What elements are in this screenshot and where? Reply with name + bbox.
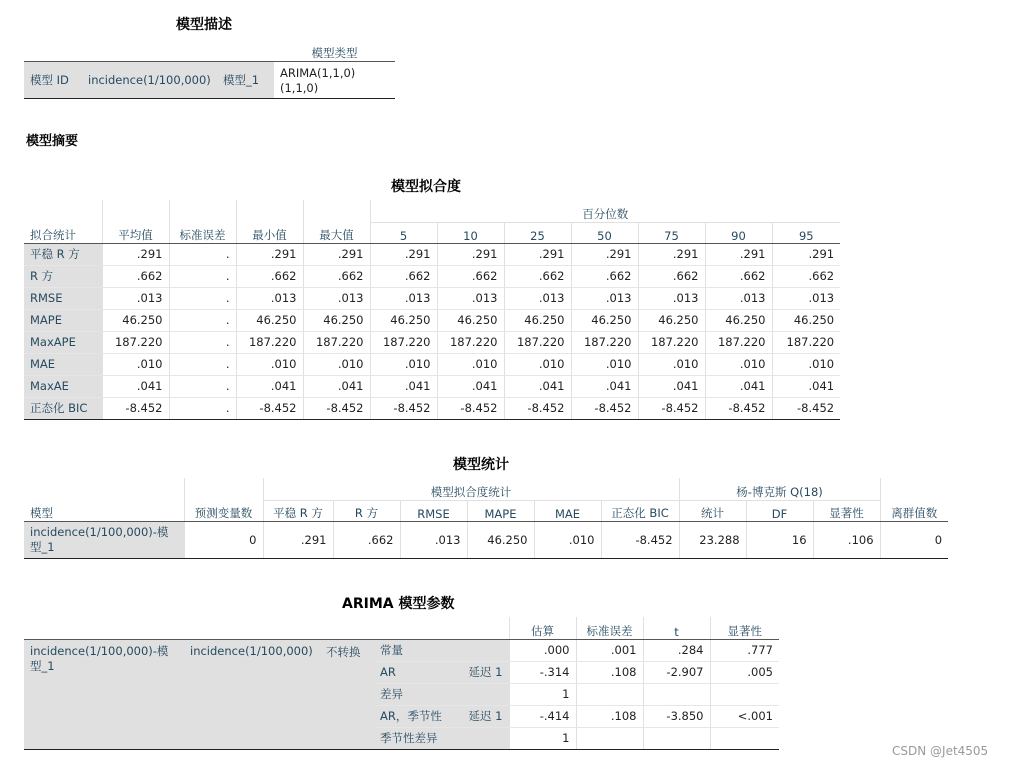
fit-table-row [24,397,840,419]
fit-cell: .041 [437,375,504,397]
fit-cell: 46.250 [437,309,504,331]
fit-cell: .010 [236,353,303,375]
fit-column-header: 5 [370,222,437,243]
arima-table-row [24,639,779,661]
fit-cell: .041 [638,375,705,397]
fit-cell: .662 [772,265,840,287]
model-type-value: ARIMA(1,1,0) (1,1,0) [274,61,395,98]
fit-column-header: 50 [571,222,638,243]
stats-column-header: DF [746,500,813,521]
fit-cell: .291 [772,243,840,265]
fit-cell: .662 [236,265,303,287]
fit-row-label: R 方 [24,265,102,287]
fit-cell: .662 [102,265,169,287]
fit-cell: . [169,331,236,353]
fit-table-row [24,331,840,353]
fit-cell: 187.220 [303,331,370,353]
fit-cell: .291 [102,243,169,265]
fit-table-row [24,287,840,309]
fit-column-header: 75 [638,222,705,243]
fit-cell: 187.220 [638,331,705,353]
fit-cell: .010 [638,353,705,375]
model-summary-title: 模型摘要 [26,134,79,149]
fit-cell: .013 [236,287,303,309]
arima-params-title: ARIMA 模型参数 [342,596,455,612]
arima-column-header: 估算 [509,617,576,639]
fit-cell: . [169,375,236,397]
fit-row-label: MaxAE [24,375,102,397]
fit-cell: .291 [705,243,772,265]
fit-cell: . [169,309,236,331]
percentile-header: 百分位数 [370,200,840,222]
model-name: 模型_1 [217,61,274,98]
arima-term-label: AR，季节性 [374,705,456,727]
fit-cell: -8.452 [638,397,705,419]
fit-cell: .662 [303,265,370,287]
arima-series-label: incidence(1/100,000) [184,639,320,749]
fit-cell: .041 [236,375,303,397]
fit-table-row [24,309,840,331]
fit-cell: 187.220 [571,331,638,353]
arima-cell [643,683,710,705]
arima-params-table [24,617,779,750]
fit-cell: .010 [571,353,638,375]
fit-cell: .013 [772,287,840,309]
fit-cell: .662 [705,265,772,287]
fit-cell: .662 [437,265,504,287]
model-stats-title: 模型统计 [453,457,509,473]
stats-column-header: MAE [534,500,601,521]
stats-column-header: 正态化 BIC [601,500,679,521]
stats-column-header: 预测变量数 [184,500,263,521]
model-description-title: 模型描述 [176,17,232,33]
fit-row-label: MAPE [24,309,102,331]
fit-cell: 187.220 [772,331,840,353]
fit-cell: .041 [571,375,638,397]
fit-column-header: 95 [772,222,840,243]
fit-cell: . [169,353,236,375]
model-type-header: 模型类型 [274,40,395,61]
stats-cell: 0 [880,521,948,558]
arima-cell: .000 [509,639,576,661]
fit-table-row [24,243,840,265]
model-fit-title: 模型拟合度 [391,179,461,195]
fit-cell: 187.220 [705,331,772,353]
fit-cell: .291 [236,243,303,265]
fit-stats-group-header: 模型拟合度统计 [263,478,679,500]
fit-cell: 46.250 [303,309,370,331]
fit-cell: .291 [504,243,571,265]
arima-lag-label [456,727,509,749]
fit-cell: -8.452 [102,397,169,419]
fit-cell: .291 [437,243,504,265]
model-stats-table [24,478,948,559]
fit-cell: .041 [504,375,571,397]
arima-cell: -.414 [509,705,576,727]
arima-cell: .001 [576,639,643,661]
fit-cell: 46.250 [772,309,840,331]
model-series-name: incidence(1/100,000) [82,61,217,98]
fit-cell: .013 [571,287,638,309]
arima-term-label: 季节性差异 [374,727,456,749]
stats-model-label: incidence(1/100,000)-模 型_1 [24,521,184,558]
fit-cell: .662 [370,265,437,287]
fit-row-label: 正态化 BIC [24,397,102,419]
fit-cell: .041 [705,375,772,397]
fit-cell: .013 [638,287,705,309]
stats-cell: 23.288 [679,521,746,558]
arima-cell: 1 [509,727,576,749]
fit-cell: -8.452 [571,397,638,419]
fit-cell: . [169,243,236,265]
fit-cell: 46.250 [102,309,169,331]
fit-cell: .010 [102,353,169,375]
arima-cell: .005 [710,661,779,683]
fit-cell: .010 [370,353,437,375]
arima-lag-label: 延迟 1 [456,705,509,727]
fit-table-row [24,375,840,397]
stats-cell: 16 [746,521,813,558]
fit-cell: .010 [303,353,370,375]
arima-cell: .284 [643,639,710,661]
fit-column-header: 最小值 [236,222,303,243]
arima-lag-label [456,639,509,661]
arima-cell: -.314 [509,661,576,683]
arima-cell [710,727,779,749]
stats-column-header: 平稳 R 方 [263,500,333,521]
arima-cell: .777 [710,639,779,661]
stats-cell: .010 [534,521,601,558]
fit-cell: .010 [705,353,772,375]
fit-cell: -8.452 [236,397,303,419]
arima-cell: -2.907 [643,661,710,683]
fit-cell: 187.220 [504,331,571,353]
stats-column-header: 模型 [24,500,184,521]
arima-term-label: 差异 [374,683,456,705]
fit-row-label: 平稳 R 方 [24,243,102,265]
fit-cell: -8.452 [705,397,772,419]
fit-column-header: 90 [705,222,772,243]
fit-cell: 46.250 [705,309,772,331]
fit-cell: .013 [102,287,169,309]
arima-cell: <.001 [710,705,779,727]
arima-term-label: 常量 [374,639,456,661]
fit-cell: .291 [303,243,370,265]
fit-cell: -8.452 [437,397,504,419]
fit-column-header: 标准误差 [169,222,236,243]
fit-column-header: 最大值 [303,222,370,243]
arima-cell: .108 [576,705,643,727]
fit-cell: .291 [638,243,705,265]
fit-cell: .013 [705,287,772,309]
fit-cell: .291 [370,243,437,265]
fit-cell: .010 [504,353,571,375]
fit-cell: .041 [303,375,370,397]
fit-cell: .662 [504,265,571,287]
arima-column-header: 标准误差 [576,617,643,639]
fit-column-header: 25 [504,222,571,243]
arima-cell: 1 [509,683,576,705]
fit-cell: .013 [504,287,571,309]
fit-cell: .291 [571,243,638,265]
stats-column-header: RMSE [400,500,467,521]
stats-cell: .106 [813,521,880,558]
fit-cell: .041 [102,375,169,397]
fit-table-row [24,265,840,287]
fit-cell: 187.220 [370,331,437,353]
model-description-table [24,40,395,99]
arima-cell [576,727,643,749]
stats-column-header: 离群值数 [880,500,948,521]
fit-cell: .010 [437,353,504,375]
fit-row-label: MAE [24,353,102,375]
stats-cell: 46.250 [467,521,534,558]
arima-column-header: 显著性 [710,617,779,639]
stats-column-header: R 方 [333,500,400,521]
fit-cell: 46.250 [236,309,303,331]
fit-cell: -8.452 [504,397,571,419]
fit-cell: 46.250 [571,309,638,331]
fit-column-header: 平均值 [102,222,169,243]
fit-table-row [24,353,840,375]
stats-column-header: 显著性 [813,500,880,521]
arima-transform-label: 不转换 [320,639,374,749]
stats-cell: .291 [263,521,333,558]
stats-cell: -8.452 [601,521,679,558]
watermark: CSDN @Jet4505 [892,744,989,758]
arima-cell [710,683,779,705]
stats-cell: .013 [400,521,467,558]
stats-cell: 0 [184,521,263,558]
fit-cell: .041 [370,375,437,397]
fit-cell: -8.452 [370,397,437,419]
fit-row-label: MaxAPE [24,331,102,353]
arima-lag-label [456,683,509,705]
arima-lag-label: 延迟 1 [456,661,509,683]
model-fit-table [24,200,840,420]
model-id-label: 模型 ID [24,61,82,98]
fit-cell: 46.250 [504,309,571,331]
arima-cell [643,727,710,749]
fit-cell: 187.220 [437,331,504,353]
fit-cell: . [169,287,236,309]
fit-cell: .013 [437,287,504,309]
fit-cell: -8.452 [303,397,370,419]
fit-cell: .013 [370,287,437,309]
stats-column-header: MAPE [467,500,534,521]
fit-cell: .013 [303,287,370,309]
fit-cell: 46.250 [638,309,705,331]
fit-cell: 187.220 [102,331,169,353]
fit-cell: .662 [571,265,638,287]
fit-cell: -8.452 [772,397,840,419]
fit-cell: . [169,265,236,287]
fit-column-header: 拟合统计 [24,222,102,243]
stats-column-header: 统计 [679,500,746,521]
fit-cell: .662 [638,265,705,287]
arima-column-header: t [643,617,710,639]
arima-term-label: AR [374,661,456,683]
arima-cell: -3.850 [643,705,710,727]
arima-cell [576,683,643,705]
fit-cell: 187.220 [236,331,303,353]
arima-model-label: incidence(1/100,000)-模 型_1 [24,639,184,749]
fit-cell: 46.250 [370,309,437,331]
stats-cell: .662 [333,521,400,558]
fit-cell: .010 [772,353,840,375]
ljung-box-group-header: 杨-博克斯 Q(18) [679,478,880,500]
arima-cell: .108 [576,661,643,683]
fit-column-header: 10 [437,222,504,243]
fit-row-label: RMSE [24,287,102,309]
fit-cell: .041 [772,375,840,397]
fit-cell: . [169,397,236,419]
